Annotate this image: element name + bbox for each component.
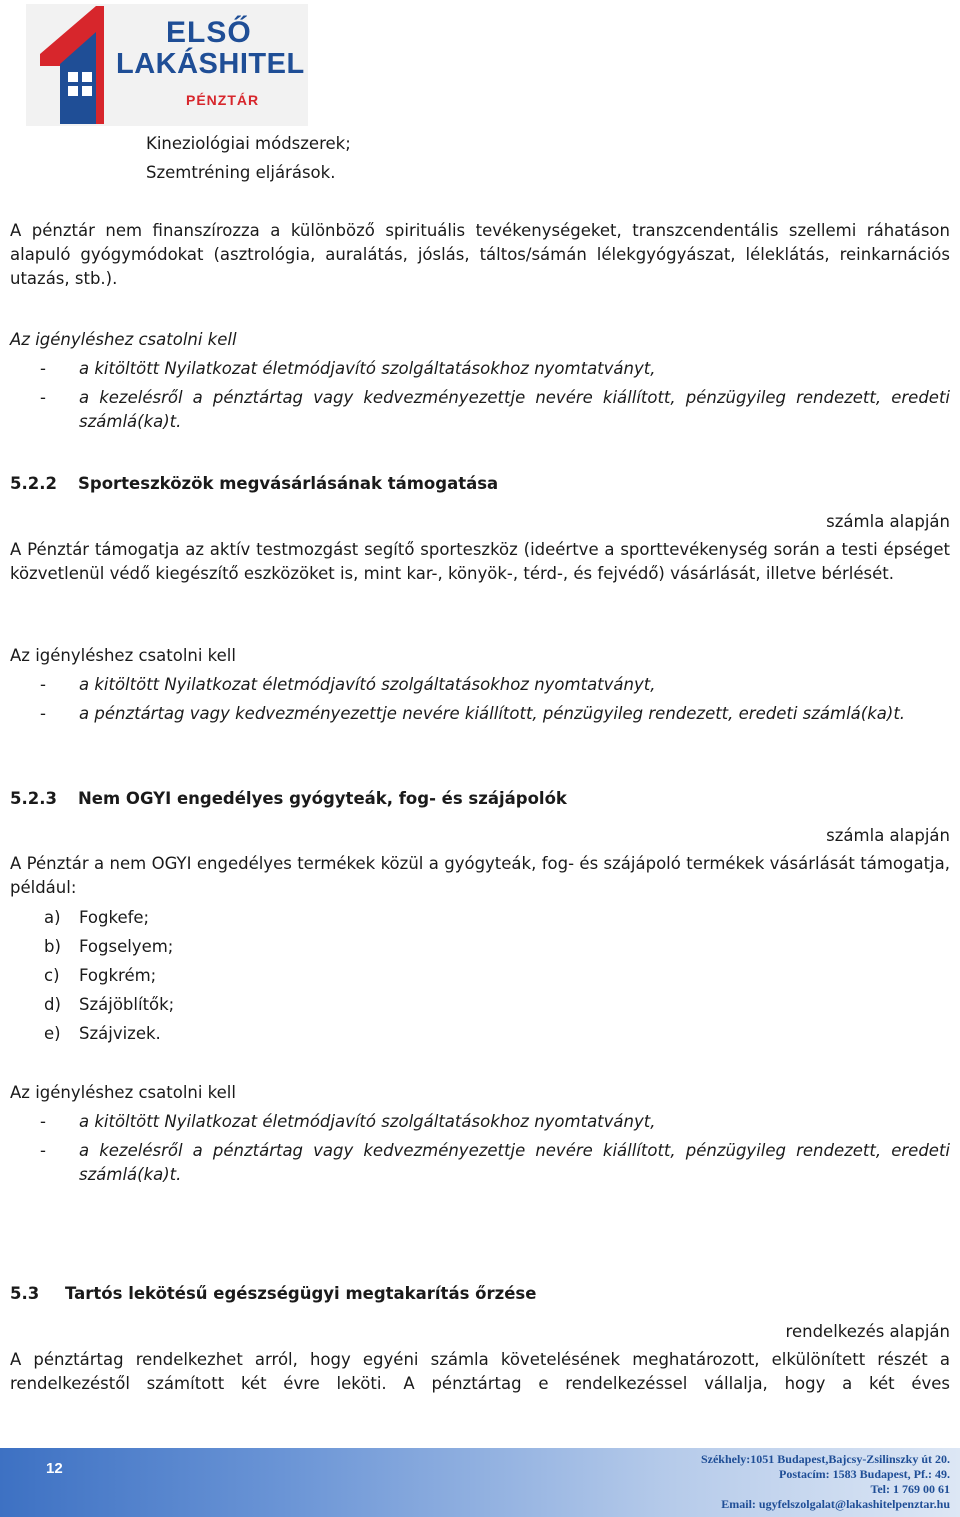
attach-item: - a kitöltött Nyilatkozat életmódjavító szolgáltatásokhoz nyomtatványt, [40, 1112, 656, 1131]
attach-title: Az igényléshez csatolni kell [10, 646, 236, 665]
list-item: d) Szájöblítők; [44, 995, 175, 1014]
attach-item: - a kezelésről a pénztártag vagy kedvezményezettje nevére kiállított, pénzügyileg rendezett, eredeti számlá(ka)t. [40, 388, 950, 431]
attach-title: Az igényléshez csatolni kell [10, 330, 237, 349]
attach-title: Az igényléshez csatolni kell [10, 1083, 236, 1102]
intro-item: Kineziológiai módszerek; [146, 134, 351, 153]
list-item: a) Fogkefe; [44, 908, 150, 927]
section-text: A Pénztár támogatja az aktív testmozgást segítő sporteszköz (ideértve a sporttevékenység során a testi épséget közvetlenül védő kiegészítő eszközöket is, mint kar-, könyök-, térd-, és fejvédő) vásárlását, illetve bérlését. [10, 540, 950, 583]
list-item: c) Fogkrém; [44, 966, 157, 985]
section-text: A pénztártag rendelkezhet arról, hogy egyéni számla követelésének meghatározott, elkülönített részét a rendelkezéstől számított két évre leköti. A pénztártag e rendelkezéssel vállalja, hogy a két éves [10, 1350, 950, 1393]
list-item: b) Fogselyem; [44, 937, 174, 956]
company-logo [26, 4, 308, 126]
section-heading: 5.3 Tartós lekötésű egészségügyi megtakarítás őrzése [10, 1284, 537, 1303]
intro-item: Szemtréning eljárások. [146, 163, 336, 182]
exclusion-paragraph: A pénztár nem finanszírozza a különböző spirituális tevékenységeket, transzcendentális szellemi ráhatáson alapuló gyógymódokat (asztrológia, auralátás, jóslás, táltos/sámán lélekgyógyászat, léleklátás, reinkarnációs utazás, stb.). [10, 221, 950, 288]
logo-text-lakashitel: LAKÁSHITEL [116, 48, 305, 80]
section-heading: 5.2.2 Sporteszközök megvásárlásának támogatása [10, 474, 499, 493]
section-text: A Pénztár a nem OGYI engedélyes termékek közül a gyógyteák, fog- és szájápoló termékek vásárlását támogatja, például: [10, 854, 950, 897]
section-basis: rendelkezés alapján [785, 1322, 950, 1341]
page-footer [0, 1448, 960, 1517]
attach-item: - a pénztártag vagy kedvezményezettje nevére kiállított, pénzügyileg rendezett, eredeti számlá(ka)t. [40, 704, 906, 723]
section-heading: 5.2.3 Nem OGYI engedélyes gyógyteák, fog- és szájápolók [10, 789, 567, 808]
attach-item: - a kezelésről a pénztártag vagy kedvezményezettje nevére kiállított, pénzügyileg rendezett, eredeti számlá(ka)t. [40, 1141, 950, 1184]
attach-item: - a kitöltött Nyilatkozat életmódjavító szolgáltatásokhoz nyomtatványt, [40, 675, 656, 694]
attach-item: - a kitöltött Nyilatkozat életmódjavító szolgáltatásokhoz nyomtatványt, [40, 359, 656, 378]
list-item: e) Szájvizek. [44, 1024, 161, 1043]
page-number: 12 [46, 1460, 63, 1477]
logo-text-elso: ELSŐ [166, 16, 252, 49]
logo-text-penztar: PÉNZTÁR [186, 92, 260, 108]
footer-address: Székhely:1051 Budapest,Bajcsy-Zsilinszky út 20. Postacím: 1583 Budapest, Pf.: 49. Tel: 1 769 00 61 Email: ugyfelszolgalat@lakashitelpenztar.hu [700, 1452, 950, 1511]
section-basis: számla alapján [826, 826, 950, 845]
section-basis: számla alapján [826, 512, 950, 531]
